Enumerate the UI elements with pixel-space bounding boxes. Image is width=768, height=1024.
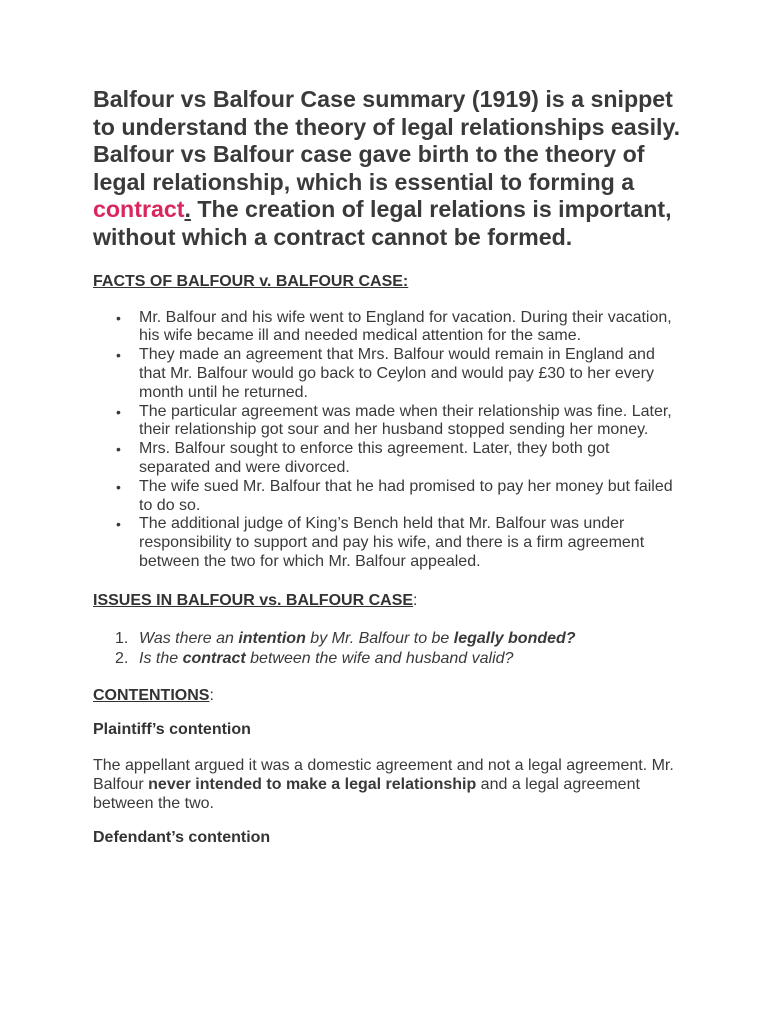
issue-text: Was there an [139, 629, 239, 647]
bullet-icon: • [116, 309, 121, 326]
facts-list [93, 309, 683, 572]
plaintiff-text-bold: never intended to make a legal relationship [148, 775, 477, 793]
defendant-contention-heading: Defendant’s contention [93, 828, 271, 846]
fact-text: Mrs. Balfour sought to enforce this agreement. Later, they both got separated and were divorced. [139, 440, 610, 476]
bullet-icon: • [116, 347, 121, 364]
contract-link[interactable]: contract [93, 196, 185, 223]
issue-text: by Mr. Balfour to be [305, 629, 454, 647]
contract-link-period: . [184, 196, 191, 223]
list-item [115, 649, 683, 669]
issues-heading-colon: : [413, 591, 418, 609]
issue-text-bold: contract [182, 649, 246, 667]
bullet-icon: • [116, 478, 121, 495]
fact-text: Mr. Balfour and his wife went to England for vacation. During their vacation, his wife became ill and needed medical attention for the same. [139, 308, 672, 345]
issues-heading-text: ISSUES IN BALFOUR vs. BALFOUR CASE [93, 591, 414, 609]
issue-text-bold: legally bonded? [453, 629, 576, 647]
bullet-icon: • [116, 441, 121, 458]
fact-text: The additional judge of King’s Bench held that Mr. Balfour was under responsibility to support and pay his wife, and there is a firm agreement between the two for which Mr. Balfour appealed. [139, 515, 645, 570]
facts-heading [93, 272, 683, 292]
intro-text-before-link: Balfour vs Balfour Case summary (1919) is a snippet to understand the theory of legal relationships easily. Balfour vs Balfour case gave birth to the theory of legal relationship, which is essential to forming a [93, 86, 681, 195]
bullet-icon: • [116, 403, 121, 420]
bullet-icon: • [116, 516, 121, 533]
intro-text-after-link: The creation of legal relations is important, without which a contract cannot be formed. [93, 196, 672, 250]
facts-heading-text: FACTS OF BALFOUR v. BALFOUR CASE: [93, 272, 409, 290]
list-item [116, 308, 683, 347]
issue-number: 1. [115, 629, 129, 647]
contentions-heading-text: CONTENTIONS [93, 686, 210, 704]
plaintiff-contention-heading: Plaintiff’s contention [93, 720, 251, 738]
fact-text: The particular agreement was made when their relationship was fine. Later, their relationship got sour and her husband stopped sending her money. [139, 402, 672, 439]
list-item [115, 629, 683, 649]
issues-heading [93, 591, 683, 611]
fact-text: The wife sued Mr. Balfour that he had promised to pay her money but failed to do so. [139, 477, 673, 514]
issue-text-bold: intention [238, 629, 306, 647]
intro-paragraph [93, 86, 683, 252]
list-item [116, 346, 683, 402]
list-item [116, 515, 683, 571]
list-item [116, 477, 683, 516]
issue-text: between the wife and husband valid? [245, 649, 514, 667]
contentions-heading-colon: : [209, 686, 214, 704]
plaintiff-text: and a legal agreement between the two. [93, 775, 640, 812]
issue-number: 2. [115, 649, 129, 667]
issue-text: Is the [139, 649, 183, 667]
fact-text: They made an agreement that Mrs. Balfour would remain in England and that Mr. Balfour would go back to Ceylon and would pay £30 to her every month until he returned. [139, 346, 655, 401]
contentions-heading [93, 686, 683, 706]
list-item [116, 402, 683, 441]
document-page [93, 86, 683, 848]
plaintiff-text: The appellant argued it was a domestic agreement and not a legal agreement. Mr. Balfour [93, 756, 674, 793]
list-item [116, 440, 683, 478]
issues-list [93, 629, 683, 669]
plaintiff-contention-text [93, 756, 683, 813]
